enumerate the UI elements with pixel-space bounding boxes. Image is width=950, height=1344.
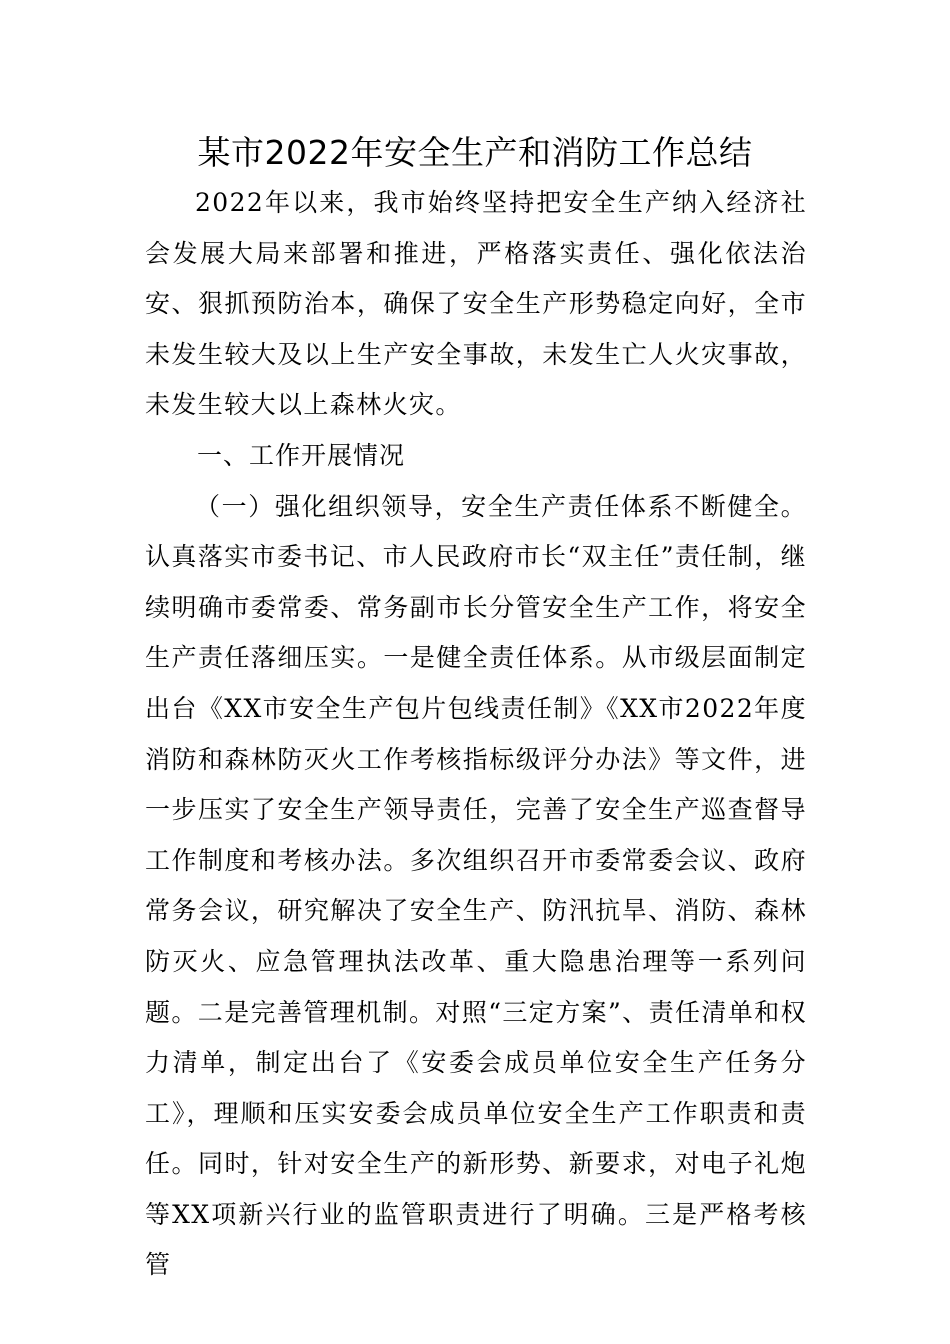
intro-paragraph: 2022年以来，我市始终坚持把安全生产纳入经济社会发展大局来部署和推进，严格落实责任、强化依法治安、狠抓预防治本，确保了安全生产形势稳定向好，全市未发生较大及以上生产安全事故，未发生亡人火灾事故，未发生较大以上森林火灾。 (145, 188, 807, 420)
section-paragraph: （一）强化组织领导，安全生产责任体系不断健全。认真落实市委书记、市人民政府市长“双主任”责任制，继续明确市委常委、常务副市长分管安全生产工作，将安全生产责任落细压实。一是健全责任体系。从市级层面制定出台《XX市安全生产包片包线责任制》《XX市2022年度消防和森林防灭火工作考核指标级评分办法》等文件，进一步压实了安全生产领导责任，完善了安全生产巡查督导工作制度和考核办法。多次组织召开市委常委会议、政府常务会议，研究解决了安全生产、防汛抗旱、消防、森林防灭火、应急管理执法改革、重大隐患治理等一系列问题。二是完善管理机制。对照“三定方案”、责任清单和权力清单，制定出台了《安委会成员单位安全生产任务分工》，理顺和压实安委会成员单位安全生产工作职责和责任。同时，针对安全生产的新形势、新要求，对电子礼炮等XX项新兴行业的监管职责进行了明确。三是严格考核管 (145, 491, 807, 1280)
document-title: 某市2022年安全生产和消防工作总结 (197, 133, 753, 172)
section-heading: 一、工作开展情况 (197, 440, 406, 470)
document-body (145, 178, 807, 1291)
